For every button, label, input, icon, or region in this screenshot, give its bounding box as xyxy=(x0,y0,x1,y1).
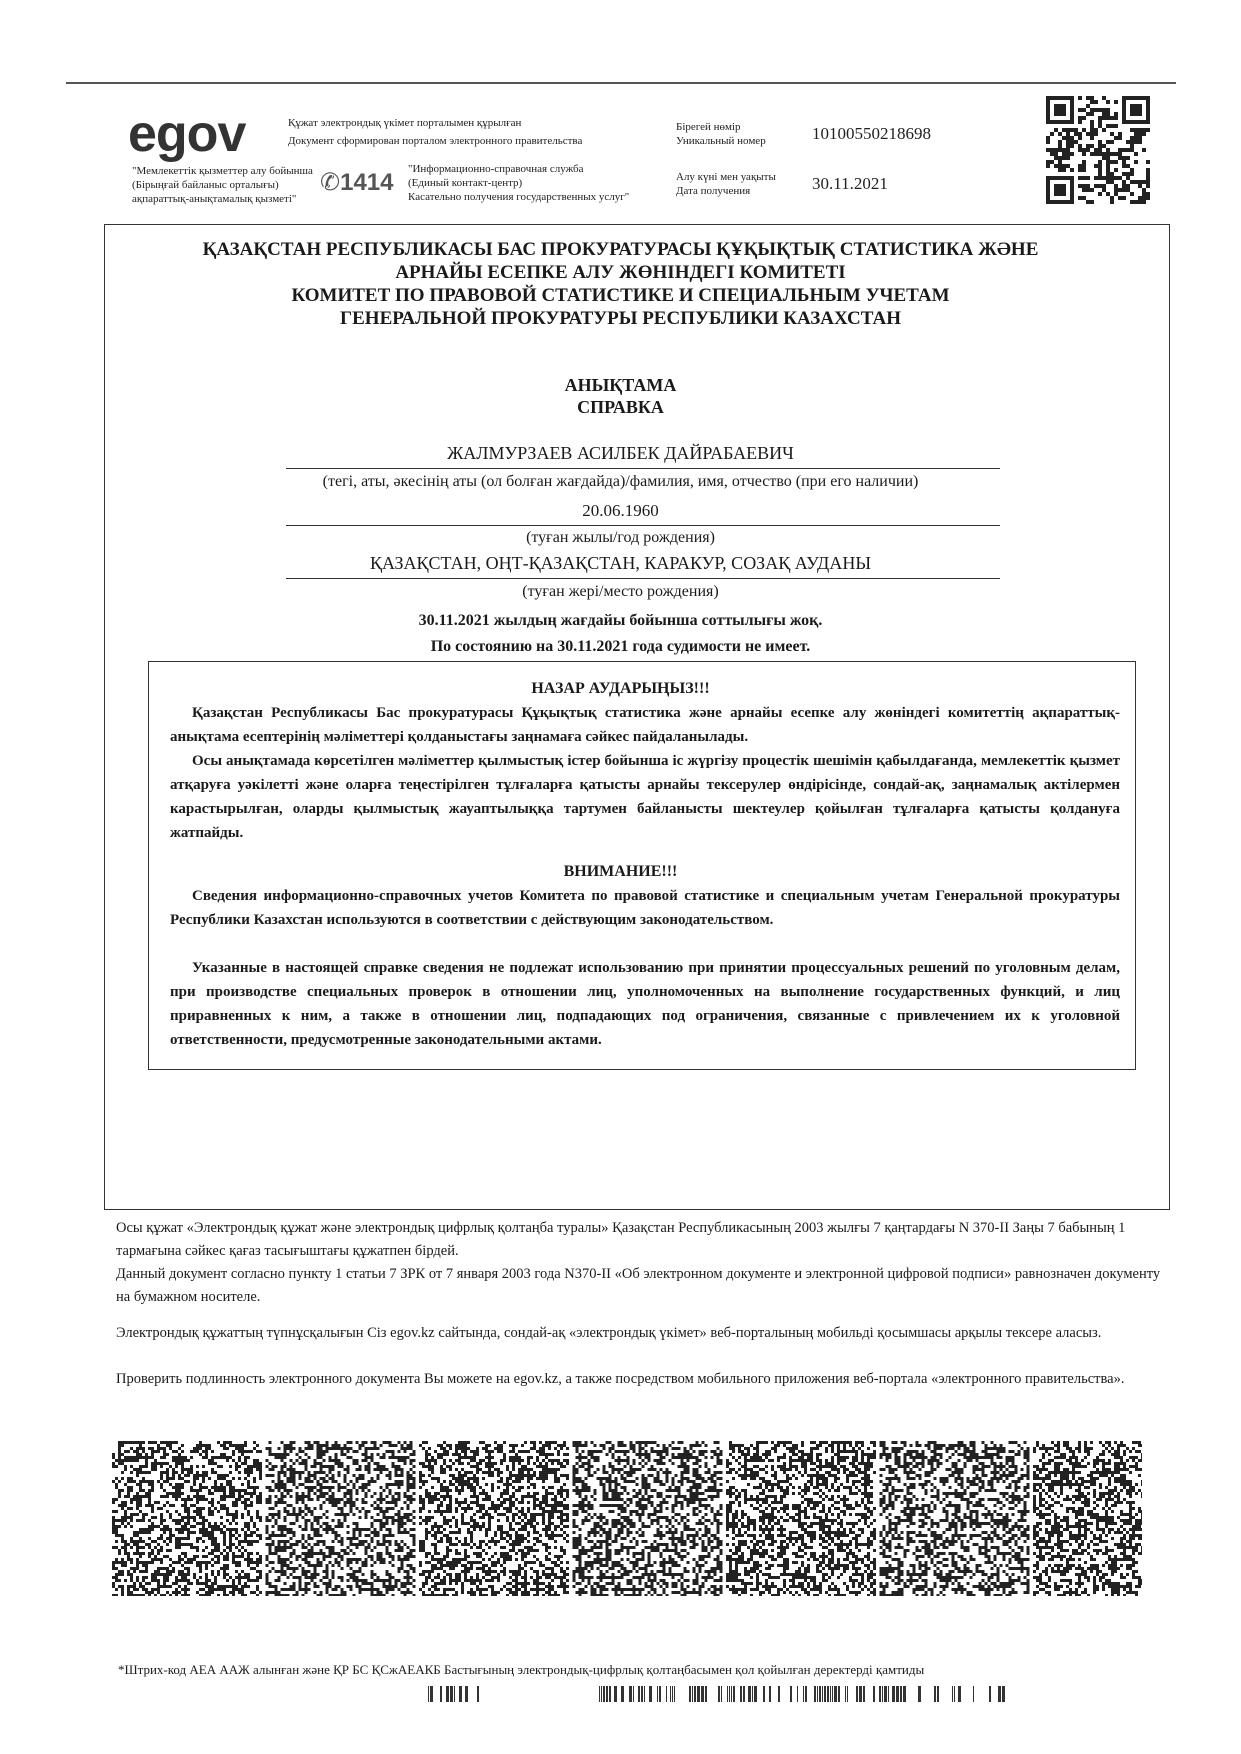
qr-code xyxy=(1046,96,1150,204)
top-rule xyxy=(66,82,1176,84)
phone-icon: ✆ xyxy=(320,169,341,196)
full-name: ЖАЛМУРЗАЕВ АСИЛБЕК ДАЙРАБАЕВИЧ xyxy=(447,443,794,463)
birth-place-underline xyxy=(286,578,1000,579)
name-underline xyxy=(286,468,1000,469)
unique-number-label: Бірегей нөмір Уникальный номер xyxy=(676,121,766,147)
verify-note-kz: Электрондық құжаттың түпнұсқалығын Сіз egov.kz сайтында, сондай-ақ «электрондық үкімет» веб-порталының мобильді қосымшасы арқылы тексере аласыз. xyxy=(116,1325,1102,1341)
birth-date-underline xyxy=(286,525,1000,526)
notice-paragraph-ru-2: Указанные в настоящей справке сведения не подлежат использованию при принятии процессуальных решений по уголовным делам, при производстве специальных проверок в отношении лиц, уполномоченных на выполнение государственных функций, и лиц приравненных к ним, а также в отношении лиц, подпадающих под ограничения, связанные с привлечением их к уголовной ответственности, предусмотренные законодательными актами. xyxy=(170,960,1120,1048)
contact-center-ru: "Информационно-справочная служба (Единый контакт-центр) Касательно получения государственных услуг" xyxy=(408,163,630,203)
notice-paragraph-kz-2: Осы анықтамада көрсетілген мәліметтер қылмыстық істер бойынша іс жүргізу процестік шешімін қабылдағанда, мемлекеттік қызмет атқаруға уәкілетті және оларға теңестірілген тұлғаларға қатысты арнайы тексерулер өндірісінде, сондай-ақ, заңнамалық актілермен карастырылған, оларды қылмыстық жауаптылыққа тартумен байланысты шектеулер қойылған тұлғаларға қатысты қолдануға жатпайды. xyxy=(170,753,1120,841)
barcode-note: *Штрих-код АЕА ААЖ алынған және ҚР БС ҚСжАЕАКБ Бастығының электрондық-цифрлық қолтаңбасымен қол қойылған деректерді қамтиды xyxy=(118,1662,925,1677)
document-title: АНЫҚТАМА СПРАВКА xyxy=(564,375,677,417)
egov-logo: egov xyxy=(128,105,246,163)
date-label: Алу күні мен уақыты Дата получения xyxy=(676,171,776,197)
date-value: 30.11.2021 xyxy=(812,174,888,193)
birth-place-caption: (туған жері/место рождения) xyxy=(522,583,719,600)
unique-number: 10100550218698 xyxy=(812,124,931,143)
notice-paragraph-kz-1: Қазақстан Республикасы Бас прокуратурасы Құқықтық статистика және арнайы есепке алу жөніндегі комитеттің ақпараттық-анықтама есептерінің мәліметтері қолданыстағы заңнамаға сәйкес пайдаланылады. xyxy=(170,705,1120,745)
organization-title: ҚАЗАҚСТАН РЕСПУБЛИКАСЫ БАС ПРОКУРАТУРАСЫ ҚҰҚЫҚТЫҚ СТАТИСТИКА ЖӘНЕ АРНАЙЫ ЕСЕПКЕ АЛУ ЖӨНІНДЕГІ КОМИТЕТІ КОМИТЕТ ПО ПРАВОВОЙ СТАТИСТИКЕ И СПЕЦИАЛЬНЫМ УЧЕТАМ ГЕНЕРАЛЬНОЙ ПРОКУРАТУРЫ РЕСПУБЛИКИ КАЗАХСТАН xyxy=(202,239,1039,329)
notice-heading-ru: ВНИМАНИЕ!!! xyxy=(563,863,678,880)
birth-date-caption: (туған жылы/год рождения) xyxy=(526,529,715,546)
birth-place: ҚАЗАҚСТАН, ОҢТ-ҚАЗАҚСТАН, КАРАКУР, СОЗАҚ АУДАНЫ xyxy=(369,553,872,573)
contact-center-kz: "Мемлекеттік қызметтер алу бойынша (Бірыңғай байланыс орталығы) ақпараттық-анықтамалық қызметі" xyxy=(132,165,313,205)
verify-note-ru: Проверить подлинность электронного документа Вы можете на egov.kz, а также посредством мобильного приложения веб-портала «электронного правительства». xyxy=(116,1371,1125,1387)
legal-note-ru: Данный документ согласно пункту 1 статьи 7 ЗРК от 7 января 2003 года N370-II «Об электронном документе и электронной цифровой подписи» равнозначен документу на бумажном носителе. xyxy=(116,1266,1161,1305)
phone-number: ✆1414 xyxy=(320,169,394,196)
name-caption: (тегі, аты, әкесінің аты (ол болған жағдайда)/фамилия, имя, отчество (при его наличии) xyxy=(322,473,919,490)
2d-barcode-strip xyxy=(112,1441,1142,1596)
legal-note-kz: Осы құжат «Электрондық құжат және электрондық цифрлық қолтаңба туралы» Қазақстан Республикасының 2003 жылғы 7 қаңтардағы N 370-II Заңы 7 бабының 1 тармағына сәйкес қағаз тасығыштағы құжатпен бірдей. xyxy=(116,1220,1126,1259)
notice-heading-kz: НАЗАР АУДАРЫҢЫЗ!!! xyxy=(531,680,710,697)
portal-note-ru: Документ сформирован порталом электронного правительства xyxy=(288,135,583,147)
result-kz: 30.11.2021 жылдың жағдайы бойынша соттылығы жоқ. xyxy=(418,612,823,629)
notice-paragraph-ru-1: Сведения информационно-справочных учетов Комитета по правовой статистике и специальным учетам Генеральной прокуратуры Республики Казахстан используются в соответствии с действующим законодательством. xyxy=(170,888,1120,928)
linear-barcode xyxy=(428,1686,1008,1702)
birth-date: 20.06.1960 xyxy=(582,501,659,520)
portal-note-kz: Құжат электрондық үкімет порталымен құрылған xyxy=(288,117,522,129)
result-ru: По состоянию на 30.11.2021 года судимости не имеет. xyxy=(430,638,811,655)
